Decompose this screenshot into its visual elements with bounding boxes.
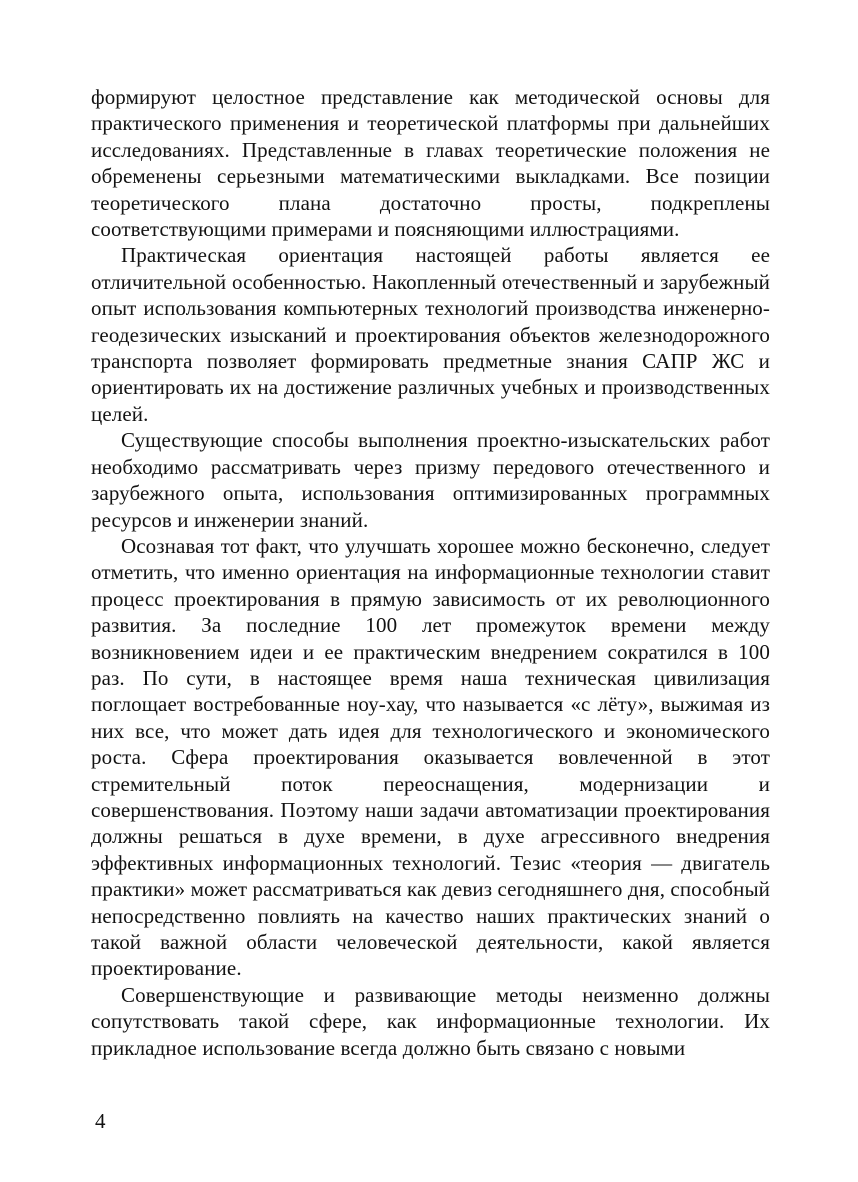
- paragraph: Практическая ориентация настоящей работы является ее отличительной особенностью. Накопленный отечественный и зарубежный опыт использования компьютерных технологий производства инженерно-геодезических изысканий и проектирования объектов железнодорожного транспорта позволяет формировать предметные знания САПР ЖС и ориентировать их на достижение различных учебных и производственных целей.: [91, 243, 770, 426]
- paragraph: Существующие способы выполнения проектно-изыскательских работ необходимо рассматривать через призму передового отечественного и зарубежного опыта, использования оптимизированных программных ресурсов и инженерии знаний.: [91, 428, 770, 532]
- paragraph-continuation: формируют целостное представление как методической основы для практического применения и теоретической платформы при дальнейших исследованиях. Представленные в главах теоретические положения не обременены серьезными математическими выкладками. Все позиции теоретического плана достаточно просты, подкреплены соответствующими примерами и поясняющими иллюстрациями.: [91, 85, 770, 242]
- page-text-block: [91, 84, 770, 1061]
- paragraph: Осознавая тот факт, что улучшать хорошее можно бесконечно, следует отметить, что именно ориентация на информационные технологии ставит процесс проектирования в прямую зависимость от их революционного развития. За последние 100 лет промежуток времени между возникновением идеи и ее практическим внедрением сократился в 100 раз. По сути, в настоящее время наша техническая цивилизация поглощает востребованные ноу-хау, что называется «с лёту», выжимая из них все, что может дать идея для технологического и экономического роста. Сфера проектирования оказывается вовлеченной в этот стремительный поток переоснащения, модернизации и совершенствования. Поэтому наши задачи автоматизации проектирования должны решаться в духе времени, в духе агрессивного внедрения эффективных информационных технологий. Тезис «теория — двигатель практики» может рассматриваться как девиз сегодняшнего дня, способный непосредственно повлиять на качество наших практических знаний о такой важной области человеческой деятельности, какой является проектирование.: [91, 533, 770, 981]
- page-number: 4: [95, 1109, 106, 1133]
- paragraph: Совершенствующие и развивающие методы неизменно должны сопутствовать такой сфере, как информационные технологии. Их прикладное использование всегда должно быть связано с новыми: [91, 982, 770, 1060]
